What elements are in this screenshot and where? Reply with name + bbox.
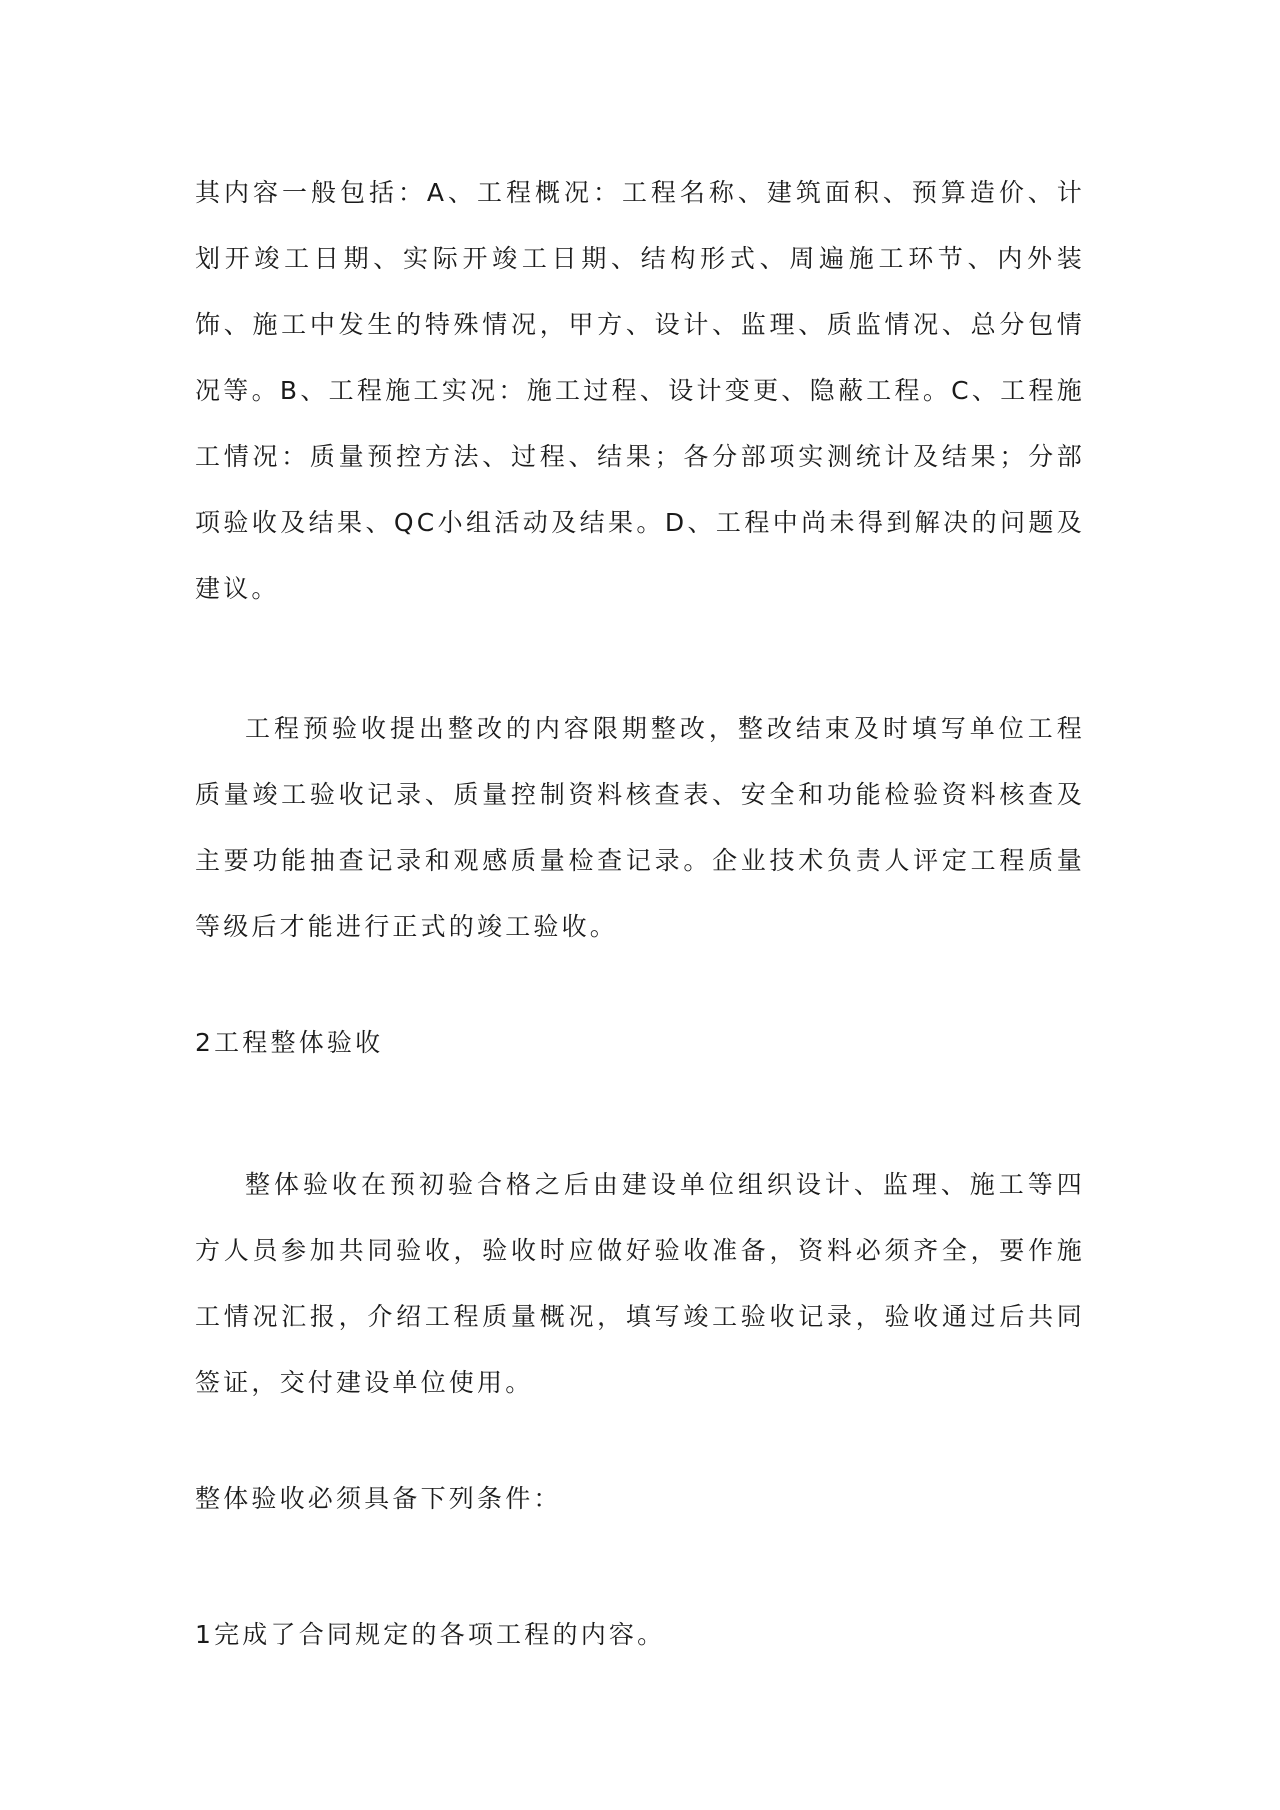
paragraph-condition-1: 1完成了合同规定的各项工程的内容。 (195, 1620, 666, 1649)
section-heading: 2工程整体验收 (195, 1028, 384, 1057)
paragraph-conditions-intro: 整体验收必须具备下列条件： (195, 1484, 562, 1513)
paragraph-pre-acceptance-rectification: 工程预验收提出整改的内容限期整改，整改结束及时填写单位工程质量竣工验收记录、质量控制资料核查表、安全和功能检验资料核查及主要功能抽查记录和观感质量检查记录。企业技术负责人评定工程质量等级后才能进行正式的竣工验收。 (195, 714, 1085, 941)
paragraph-content-scope: 其内容一般包括：A、工程概况：工程名称、建筑面积、预算造价、计划开竣工日期、实际开竣工日期、结构形式、周遍施工环节、内外装饰、施工中发生的特殊情况，甲方、设计、监理、质监情况、总分包情况等。B、工程施工实况：施工过程、设计变更、隐蔽工程。C、工程施工情况：质量预控方法、过程、结果；各分部项实测统计及结果；分部项验收及结果、QC小组活动及结果。D、工程中尚未得到解决的问题及建议。 (195, 178, 1085, 603)
document-body (195, 160, 1085, 1668)
paragraph-overall-acceptance: 整体验收在预初验合格之后由建设单位组织设计、监理、施工等四方人员参加共同验收，验收时应做好验收准备，资料必须齐全，要作施工情况汇报，介绍工程质量概况，填写竣工验收记录，验收通过后共同签证，交付建设单位使用。 (195, 1170, 1085, 1397)
